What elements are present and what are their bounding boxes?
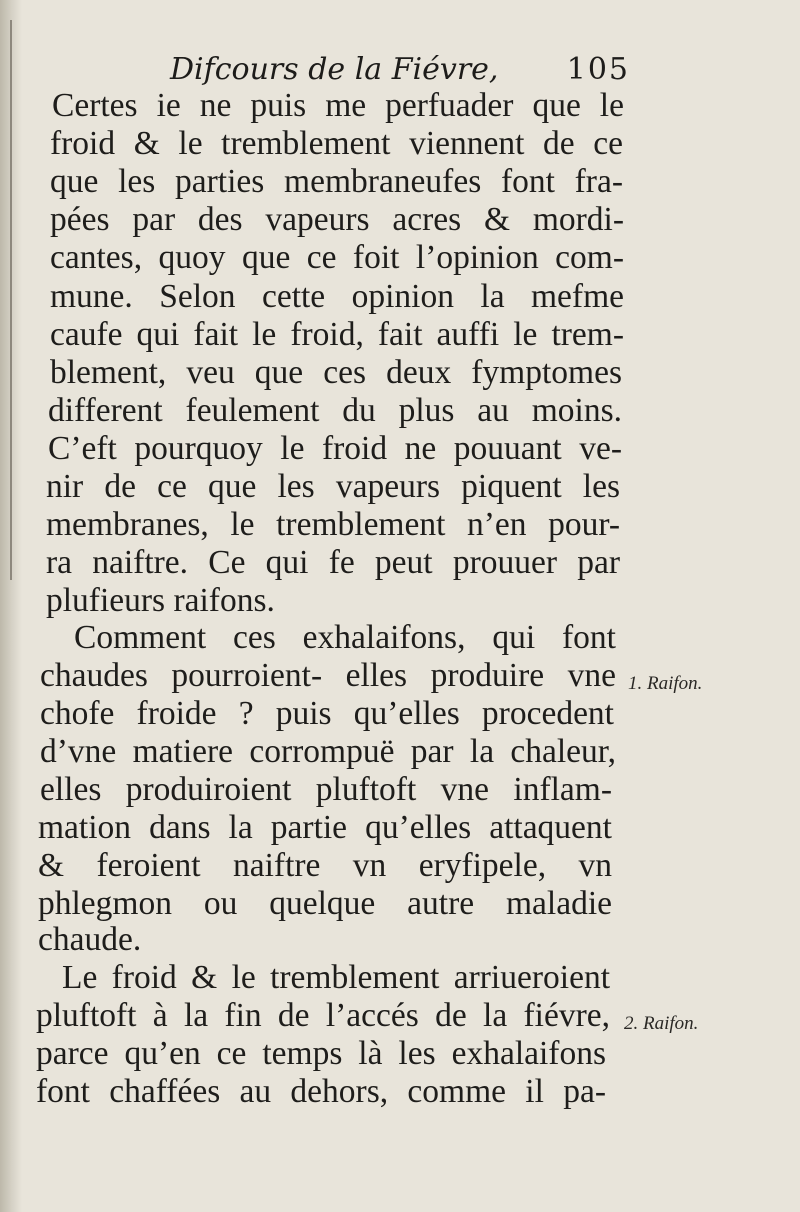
text-line: elles produiroient pluftoft vne inflam- — [40, 771, 612, 808]
text-line: caufe qui fait le froid, fait auffi le trem- — [50, 316, 624, 353]
text-line: ra naiftre. Ce qui fe peut prouuer par — [46, 544, 620, 581]
text-line: C’eft pourquoy le froid ne pouuant ve- — [48, 430, 622, 467]
text-line: membranes, le tremblement n’en pour- — [46, 506, 620, 543]
text-line: pluftoft à la fin de l’accés de la fiévre, — [36, 997, 610, 1034]
text-line: chofe froide ? puis qu’elles procedent — [40, 695, 614, 732]
text-line: cantes, quoy que ce foit l’opinion com- — [50, 239, 624, 276]
text-line: different feulement du plus au moins. — [48, 392, 622, 429]
page-header — [170, 48, 630, 92]
margin-note-reason-1: 1. Raifon. — [628, 673, 703, 694]
page-gutter-edge — [10, 20, 12, 580]
text-line: Le froid & le tremblement arriueroient — [62, 959, 610, 996]
text-line: nir de ce que les vapeurs piquent les — [46, 468, 620, 505]
text-line: Comment ces exhalaifons, qui font — [74, 619, 616, 656]
text-line: parce qu’en ce temps là les exhalaifons — [36, 1035, 606, 1072]
text-line: blement, veu que ces deux fymptomes — [50, 354, 622, 391]
text-line: chaude. — [38, 921, 142, 958]
text-line: & feroient naiftre vn eryfipele, vn — [38, 847, 612, 884]
text-line: plufieurs raifons. — [46, 582, 275, 619]
text-line: chaudes pourroient- elles produire vne — [40, 657, 616, 694]
text-line: d’vne matiere corrompuë par la chaleur, — [40, 733, 616, 770]
text-line: mune. Selon cette opinion la mefme — [50, 278, 624, 315]
text-line: froid & le tremblement viennent de ce — [50, 125, 623, 162]
text-line: phlegmon ou quelque autre maladie — [38, 885, 612, 922]
text-line: que les parties membraneufes font fra- — [50, 163, 623, 200]
running-title: Difcours de la Fiévre, — [170, 52, 499, 87]
page-number: 105 — [566, 52, 630, 87]
text-line: font chaffées au dehors, comme il pa- — [36, 1073, 606, 1110]
text-line: mation dans la partie qu’elles attaquent — [38, 809, 612, 846]
text-line: pées par des vapeurs acres & mordi- — [50, 201, 624, 238]
text-line: Certes ie ne puis me perfuader que le — [52, 87, 624, 124]
margin-note-reason-2: 2. Raifon. — [624, 1013, 699, 1034]
